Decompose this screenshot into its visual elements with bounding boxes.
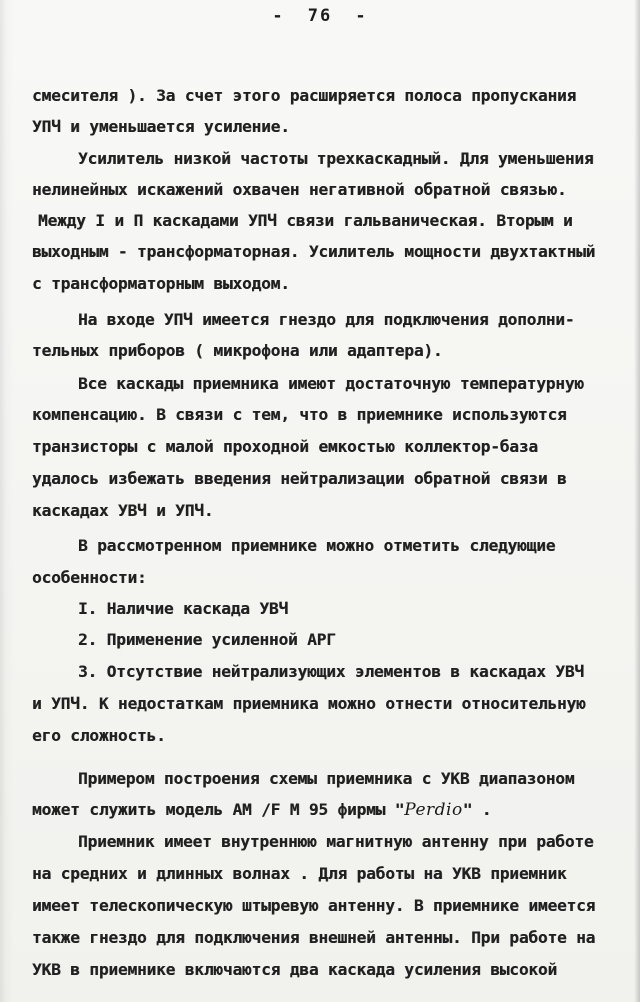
handwritten-brand-name: Perdio xyxy=(404,800,463,820)
text-line: компенсацию. В связи с тем, что в приемнике используются xyxy=(32,405,567,424)
paragraph-first-line: Примером построения схемы приемника с УКВ диапазоном xyxy=(78,769,575,788)
text-line: на средних и длинных волнах . Для работы на УКВ приемник xyxy=(32,864,567,883)
text-line: с трансформаторным выходом. xyxy=(32,274,290,293)
text-line: выходным - трансформаторная. Усилитель мощности двухтактный xyxy=(32,242,596,261)
text-line: нелинейных искажений охвачен негативной обратной связью. xyxy=(32,180,567,199)
text-line: каскадах УВЧ и УПЧ. xyxy=(32,501,214,520)
paragraph-first-line: В рассмотренном приемнике можно отметить следующие xyxy=(78,536,556,555)
text-line: тельных приборов ( микрофона или адаптера). xyxy=(32,341,443,360)
paragraph-first-line: Приемник имеет внутреннюю магнитную антенну при работе xyxy=(78,832,594,851)
text-line: транзисторы с малой проходной емкостью коллектор-база xyxy=(32,437,538,456)
paragraph-first-line: Все каскады приемника имеют достаточную температурную xyxy=(78,374,584,393)
paragraph-first-line: На входе УПЧ имеется гнездо для подключения дополни- xyxy=(78,310,575,329)
text-span: " . xyxy=(462,800,492,819)
list-item: I. Наличие каскада УВЧ xyxy=(78,599,289,618)
text-line: и УПЧ. К недостаткам приемника можно отнести относительную xyxy=(32,694,586,713)
text-line: особенности: xyxy=(32,568,147,587)
text-line: Между I и П каскадами УПЧ связи гальваническая. Вторым и xyxy=(38,211,573,230)
text-line: его сложность. xyxy=(32,726,166,745)
page-number: 76 xyxy=(307,6,333,26)
header-dash-right: - xyxy=(355,6,368,26)
page-header xyxy=(0,6,640,26)
text-line: УКВ в приемнике включаются два каскада усиления высокой xyxy=(32,960,558,979)
text-line: также гнездо для подключения внешней антенны. При работе на xyxy=(32,928,596,947)
page-edge-shadow xyxy=(634,0,640,1002)
text-line: имеет телескопическую штыревую антенну. В приемнике имеется xyxy=(32,896,596,915)
header-dash-left: - xyxy=(272,6,285,26)
list-item: 3. Отсутствие нейтрализующих элементов в каскадах УВЧ xyxy=(78,662,584,681)
text-line xyxy=(32,798,491,822)
text-line: смесителя ). За счет этого расширяется полоса пропускания xyxy=(32,86,577,105)
text-line: удалось избежать введения нейтрализации обратной связи в xyxy=(32,469,567,488)
text-line: УПЧ и уменьшается усиление. xyxy=(32,117,290,136)
paragraph-first-line: Усилитель низкой частоты трехкаскадный. Для уменьшения xyxy=(78,149,594,168)
list-item: 2. Применение усиленной АРГ xyxy=(78,630,336,649)
text-span: может служить модель АМ /F М 95 фирмы " xyxy=(32,800,405,819)
